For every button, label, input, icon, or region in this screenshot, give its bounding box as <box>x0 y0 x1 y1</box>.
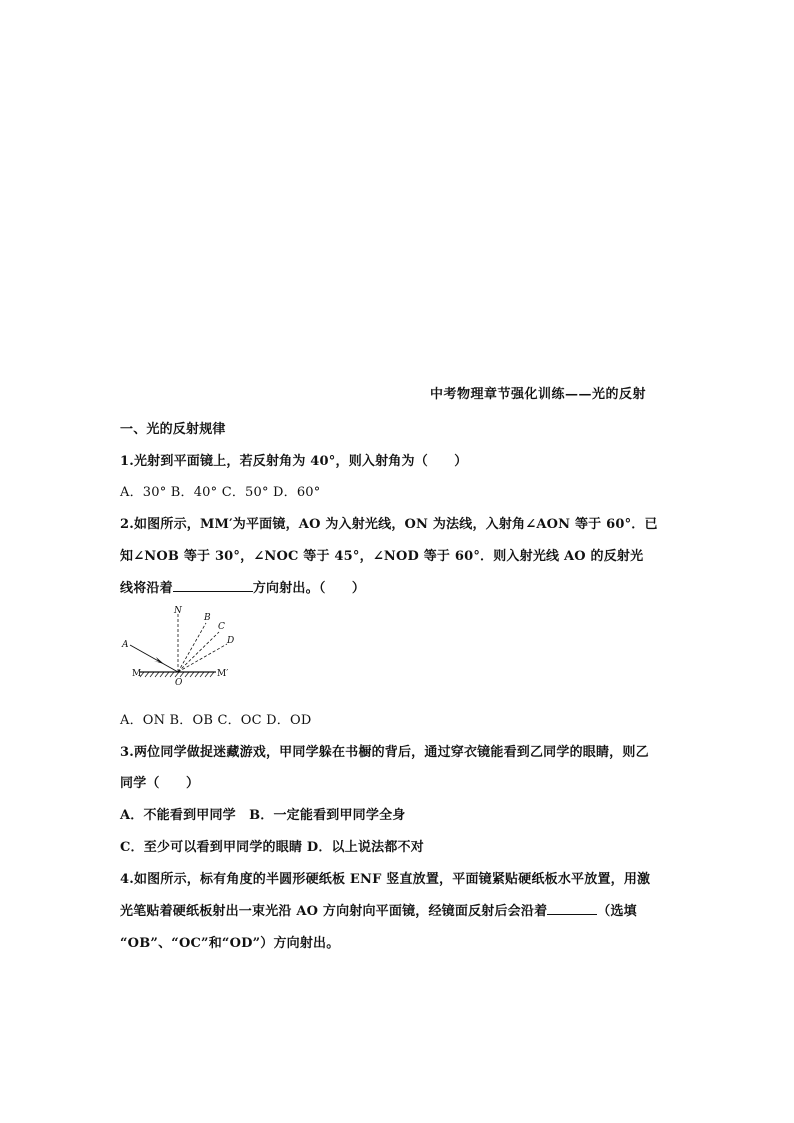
answer-blank[interactable] <box>173 579 253 592</box>
incident-arrow <box>154 657 164 664</box>
section-heading: 一、光的反射规律 <box>120 422 226 437</box>
ray-ob <box>178 623 206 672</box>
label-c: C <box>218 622 225 632</box>
question-4-line-1: 4.如图所示，标有角度的半圆形硬纸板 ENF 竖直放置，平面镜紧贴硬纸板水平放置，用激 <box>120 872 651 887</box>
question-4-line-3: “OB”、“OC”和“OD”）方向射出。 <box>120 936 340 951</box>
label-d: D <box>227 636 235 646</box>
label-o: O <box>175 678 183 688</box>
answer-blank[interactable] <box>547 902 597 915</box>
question-2-options: A．ON B．OB C．OC D．OD <box>120 713 312 728</box>
document-title: 中考物理章节强化训练——光的反射 <box>430 387 647 402</box>
question-4-line-2 <box>120 900 637 919</box>
label-m: M <box>132 669 142 679</box>
ray-od <box>178 644 227 672</box>
question-3-line-2: 同学（ ） <box>120 776 200 791</box>
incident-ray <box>130 645 178 672</box>
question-2-line-3-pre: 线将沿着 <box>120 581 173 596</box>
question-4-line-2-pre: 光笔贴着硬纸板射出一束光沿 AO 方向射向平面镜，经镜面反射后会沿着 <box>120 904 548 919</box>
question-3-line-1: 3.两位同学做捉迷藏游戏，甲同学躲在书橱的背后，通过穿衣镜能看到乙同学的眼睛，则乙 <box>120 745 649 760</box>
question-2-line-2: 知∠NOB 等于 30°，∠NOC 等于 45°，∠NOD 等于 60°．则入射光线 AO 的反射光 <box>120 549 644 564</box>
question-3-options-cd: C．至少可以看到甲同学的眼睛 D．以上说法都不对 <box>120 840 424 855</box>
reflection-diagram <box>118 606 248 696</box>
question-1-stem: 1.光射到平面镜上，若反射角为 40°，则入射角为（ ） <box>120 454 468 469</box>
label-a: A <box>122 640 129 650</box>
mirror-hatching <box>140 672 214 677</box>
question-2-line-3-post: 方向射出。（ ） <box>252 581 366 596</box>
label-b: B <box>204 613 211 623</box>
question-1-options: A．30° B．40° C．50° D．60° <box>120 485 321 500</box>
label-m-prime: M′ <box>217 669 229 679</box>
label-n: N <box>174 606 182 616</box>
question-2-line-1: 2.如图所示，MM′为平面镜，AO 为入射光线，ON 为法线，入射角∠AON 等于 60°．已 <box>120 517 658 532</box>
question-3-options-ab: A．不能看到甲同学 B．一定能看到甲同学全身 <box>120 808 406 823</box>
question-4-line-2-post: （选填 <box>597 904 637 919</box>
question-2-line-3 <box>120 577 365 596</box>
